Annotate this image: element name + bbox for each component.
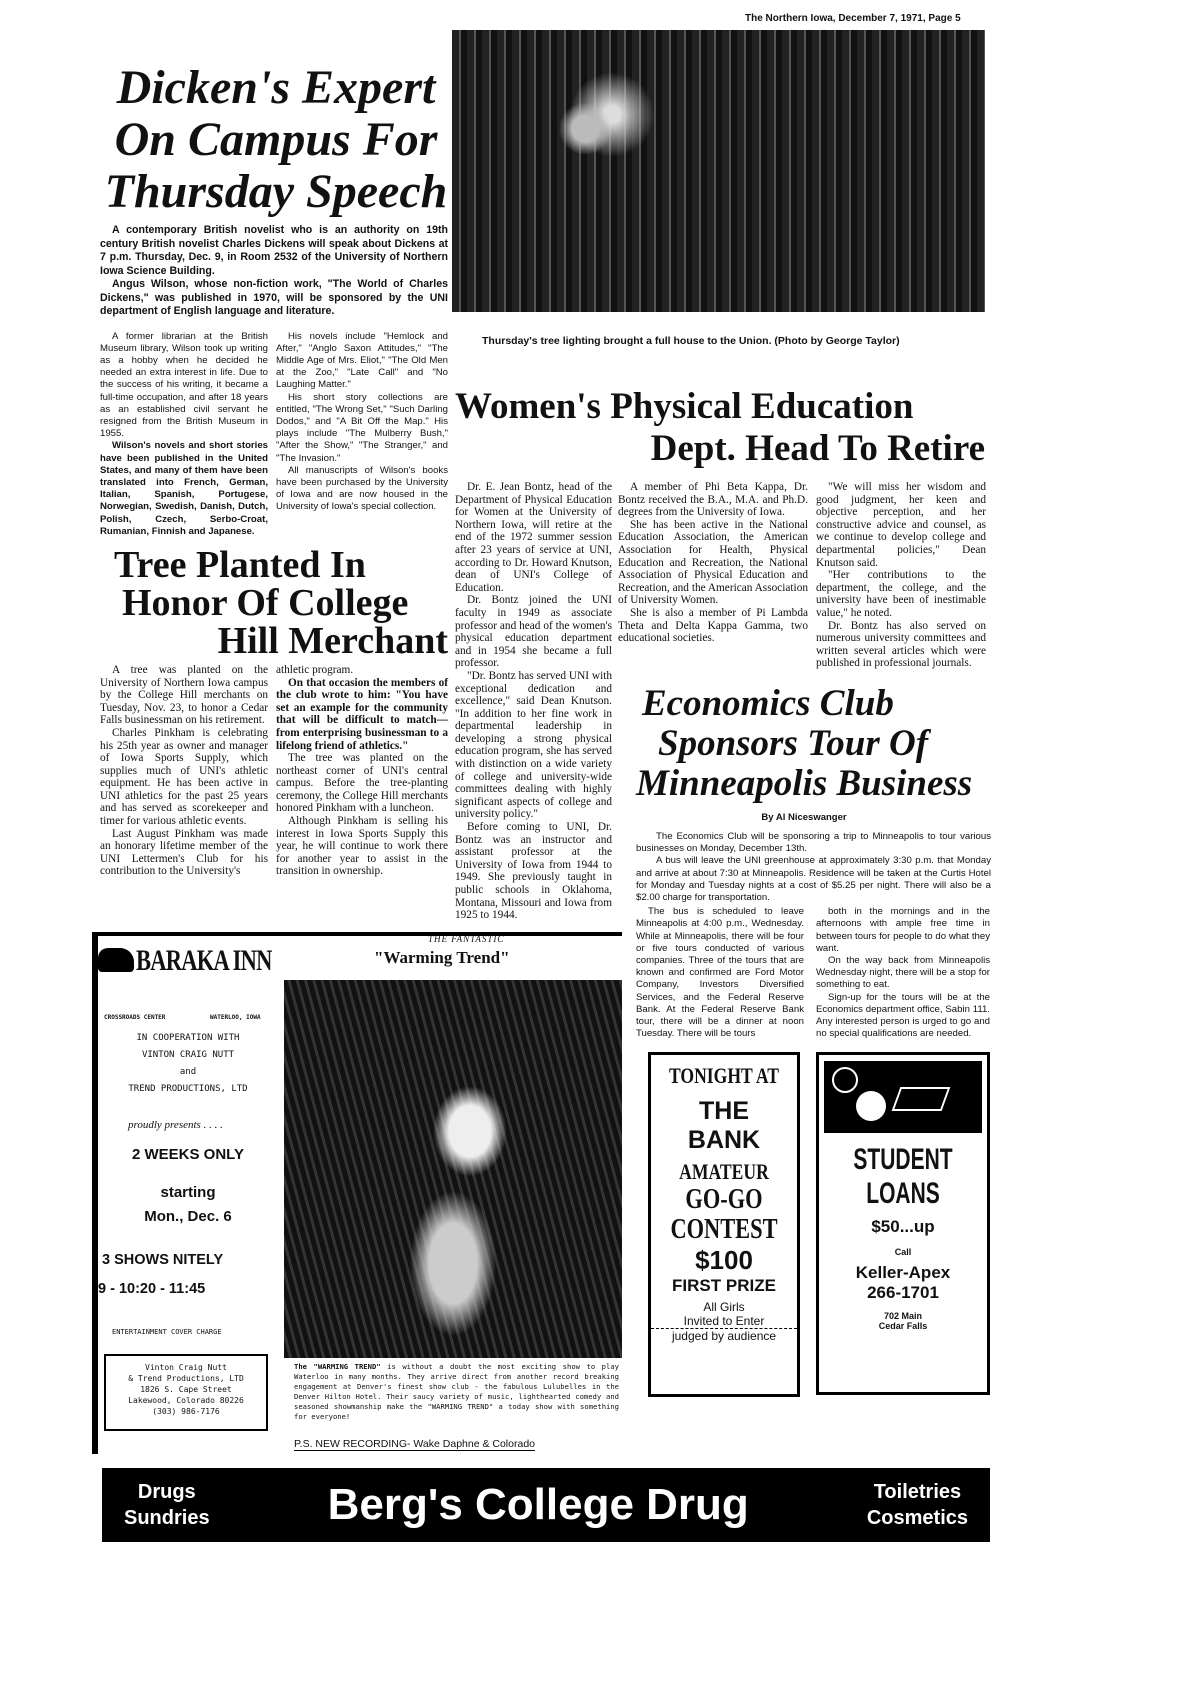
cover-charge: ENTERTAINMENT COVER CHARGE [112, 1327, 222, 1336]
address-line: Vinton Craig Nutt [145, 1362, 227, 1372]
econ-body [636, 906, 990, 1040]
paragraph: Charles Pinkham is celebrating his 25th year as owner and manager of Iowa Sports Supply, which supplies much of UNI's athletic equipment. He has been active in UNI athletics for the past 25 years and has served as scorekeeper and timer for various athletic events. [100, 726, 268, 828]
blurb-lead: The "WARMING TREND" [294, 1361, 381, 1371]
paragraph: His novels include "Hemlock and After," "Anglo Saxon Attitudes," "The Middle Age of Mrs. Eliot," "The Old Men at the Zoo," "Late Call" and "No Laughing Matter." [276, 330, 448, 391]
paragraph: Wilson's novels and short stories have been published in the United States, and many of them have been translated into French, German, Italian, Spanish, Portugese, Norwegian, Swedish, Danish, Dutch, Polish, Czech, Serbo-Croat, Rumanian, Finnish and Japanese. [100, 440, 268, 537]
ps-recording: P.S. NEW RECORDING- Wake Daphne & Colorado [294, 1437, 535, 1450]
econ-col1 [636, 906, 804, 1040]
page-layout [92, 30, 992, 1542]
tree-col2 [276, 664, 448, 878]
bergs-banner [102, 1468, 990, 1542]
women-col3 [816, 481, 986, 670]
paragraph: All manuscripts of Wilson's books have been purchased by the University of Iowa and are now housed in the University of Iowa's special collection. [276, 464, 448, 513]
paragraph: The Economics Club will be sponsoring a trip to Minneapolis to tour various businesses on Monday, December 13th. [636, 830, 991, 855]
ad-line: AMATEUR [679, 1159, 769, 1185]
address-line: 1826 S. Cape Street [140, 1384, 232, 1394]
bergs-left-group [124, 1479, 210, 1531]
presents: proudly presents . . . . [128, 1118, 223, 1131]
paragraph: The bus is scheduled to leave Minneapolis at 4:00 p.m., Wednesday. While at Minneapolis, there will be four or five tours conducted of various companies. Three of the tours that are known and confirmed are Ford Motor Company, Investors Diversified Services, and the Federal Reserve Bank. At the Federal Reserve Bank tour, there will be a dinner at noon Tuesday. There will be tours [636, 906, 804, 1040]
address-line: & Trend Productions, LTD [128, 1373, 244, 1383]
econ-headline [618, 684, 990, 804]
headline-line: Tree Planted In [114, 543, 366, 586]
loans-address: Cedar Falls [878, 1321, 928, 1332]
ads-right [618, 1052, 990, 1397]
bergs-left: Sundries [124, 1506, 210, 1529]
loans-amount: $50...up [871, 1217, 935, 1237]
ad-line: judged by audience [671, 1329, 777, 1344]
bank-ad [648, 1052, 800, 1397]
bergs-right: Toiletries [873, 1480, 962, 1503]
starting: starting [160, 1183, 216, 1201]
paragraph: Dr. Bontz joined the UNI faculty in 1949 as associate professor and head of the women's physical education department and in 1954 she became a full professor. [455, 594, 612, 670]
show-times: 9 - 10:20 - 11:45 [98, 1280, 206, 1297]
paragraph: A contemporary British novelist who is an authority on 19th century British novelist Charles Dickens will speak about Dickens at 7 p.m. Thursday, Dec. 9, in Room 2532 of the University of Northern Iowa Science Building. [100, 224, 448, 277]
ad-line: Invited to Enter [651, 1314, 797, 1329]
loans-company: Keller-Apex [855, 1263, 951, 1283]
address-line: (303) 986-7176 [152, 1406, 220, 1416]
bear-logo-icon [98, 948, 134, 972]
paragraph: Last August Pinkham was made an honorary lifetime member of the UNI Lettermen's Club for his contribution to the University's [100, 827, 268, 878]
tree-body [100, 664, 448, 878]
dickens-headline: Dicken's Expert On Campus For Thursday Speech [104, 61, 448, 218]
bergs-name: Berg's College Drug [327, 1479, 749, 1529]
loans-title: LOANS [866, 1177, 940, 1211]
band-blurb [294, 1362, 619, 1422]
student-loans-ad [816, 1052, 990, 1395]
coop-line: TREND PRODUCTIONS, LTD [128, 1083, 248, 1094]
paragraph: both in the mornings and in the afternoons with ample free time in between tours for people to do what they want. [816, 906, 990, 954]
women-headline [455, 386, 985, 470]
paragraph: Angus Wilson, whose non-fiction work, "The World of Charles Dickens," was published in 1970, will be sponsored by the UNI department of English language and literature. [100, 278, 448, 317]
paragraph: A tree was planted on the University of Northern Iowa campus by the College Hill merchants on Tuesday, Nov. 23, to honor a Cedar Falls businessman on his retirement. [100, 663, 268, 727]
paragraph: Sign-up for the tours will be at the Economics department office, Sabin 111. Any interested person is urged to go and no special qualifications are needed. [816, 991, 990, 1040]
paragraph: On that occasion the members of the club wrote to him: "You have set an example for the community that will be difficult to match—from enterprising businessman to a lifelong friend of athletics." [276, 676, 448, 752]
right-header [452, 30, 990, 481]
paragraph: "Her contributions to the department, the college, and the university have been of inestimable value," he noted. [816, 569, 986, 619]
dickens-body [100, 331, 448, 538]
band-name: "Warming Trend" [374, 947, 510, 967]
women-col2 [618, 481, 808, 645]
women-right-cols [618, 481, 990, 670]
loans-address: 702 Main [883, 1311, 923, 1322]
bergs-right-group [867, 1479, 968, 1531]
dickens-col1 [100, 331, 268, 538]
band-photo [284, 980, 622, 1358]
ad-line: $100 [695, 1245, 753, 1276]
masthead: The Northern Iowa, December 7, 1971, Page 5 [745, 13, 961, 24]
location-left: CROSSROADS CENTER [104, 1013, 166, 1021]
baraka-logo: BARAKA INN [136, 943, 272, 977]
paragraph: She has been active in the National Education Association, the American Association for Health, Physical Education and Recreation, the National Association of Physical Education and Recreation, and the American Association of University Women. [618, 518, 808, 607]
paragraph: The tree was planted on the northeast corner of UNI's central campus. Before the tree-planting ceremony, the College Hill merchants honored Pinkham with a luncheon. [276, 752, 448, 815]
headline-line: Economics Club [642, 682, 894, 724]
paragraph: A former librarian at the British Museum library, Wilson took up writing as a hobby when he decided he needed an extra interest in life. Due to the success of his writing, it became a full-time occupation, and after 18 years as an established civil servant he resigned from the British Museum in 1955. [100, 330, 268, 440]
booking-address [104, 1354, 268, 1431]
paragraph: Although Pinkham is selling his interest in Iowa Sports Supply this year, he will continue to work there for another year to assist in the transition in ownership. [276, 815, 448, 878]
photo-caption: Thursday's tree lighting brought a full house to the Union. (Photo by George Taylor) [482, 335, 900, 347]
coop-line: VINTON CRAIG NUTT [141, 1049, 235, 1060]
headline-line: Honor Of College [122, 581, 409, 624]
loans-phone: 266-1701 [867, 1283, 939, 1303]
loans-title: STUDENT [853, 1143, 953, 1177]
ad-line: GO-GO [685, 1184, 763, 1216]
headline-line: Women's Physical Education [455, 386, 914, 427]
paragraph: On the way back from Minneapolis Wednesday night, there will be a stop for something to eat. [816, 954, 990, 991]
band-pre: THE FANTASTIC [428, 933, 505, 944]
coop-line: and [179, 1066, 197, 1077]
coop-line: IN COOPERATION WITH [136, 1032, 240, 1043]
econ-col2 [816, 906, 990, 1040]
left-article-column [100, 30, 448, 878]
start-date: Mon., Dec. 6 [144, 1207, 232, 1225]
tree-col1 [100, 664, 268, 878]
ad-line: FIRST PRIZE [672, 1276, 776, 1296]
baraka-inn-ad [92, 932, 622, 1454]
cooperation [98, 1030, 278, 1098]
blurb-text: is without a doubt the most exciting show to play Waterloo in many months. They arrive direct from another record breaking engagement at Denver's finest show club - the fabulous Lulubelles in the Denver Hilton Hotel. Their saucy variety of music, lighthearted comedy and seasoned showmanship make the "WARMING TREND" a today show with something for everyone! [294, 1361, 619, 1421]
headline-line: Sponsors Tour Of [658, 722, 929, 764]
paragraph: Dr. Bontz has also served on numerous university committees and written several articles which were published in professional journals. [816, 619, 986, 670]
paragraph: "Dr. Bontz has served UNI with exceptional dedication and excellence," said Dean Knutson. "In addition to her fine work in departmental leadership in developing a strong physical education program, she has served with distinction on a wide variety of college and university-wide committees dealing with highly significant aspects of college and university policy." [455, 669, 612, 821]
econ-byline: By Al Niceswanger [761, 811, 847, 823]
paragraph: She is also a member of Pi Lambda Theta and Delta Kappa Gamma, two educational societies. [618, 606, 808, 645]
coins-and-bills-icon [824, 1061, 982, 1133]
paragraph: "We will miss her wisdom and good judgment, her keen and objective perception, and her constructive advice and counsel, as we continue to develop college and departmental policies," Dean Knutson said. [816, 481, 986, 569]
main-row [92, 30, 992, 1454]
paragraph: Dr. E. Jean Bontz, head of the Department of Physical Education for Women at the University of Northern Iowa, will retire at the end of the 1972 summer session after 23 years of service at UNI, according to Dr. Howard Knutson, dean of UNI's College of Education. [455, 481, 612, 594]
paragraph: A bus will leave the UNI greenhouse at approximately 3:30 p.m. that Monday and arrive at about 7:30 at Minneapolis. Residence will be taken at the Curtis Hotel for Monday and Tuesday nights at a cost of $5.25 per night. There will also be a $2.00 charge for transportation. [636, 855, 991, 903]
weeks-only: 2 WEEKS ONLY [132, 1145, 244, 1163]
tree-lighting-photo [452, 30, 985, 312]
location-right: WATERLOO, IOWA [210, 1013, 261, 1021]
loans-call: Call [894, 1247, 912, 1258]
ad-line: All Girls [703, 1300, 745, 1315]
right-body [618, 481, 990, 1397]
address-line: Lakewood, Colorado 80226 [128, 1395, 244, 1405]
ad-line: CONTEST [670, 1214, 778, 1246]
shows-nitely: 3 SHOWS NITELY [102, 1251, 224, 1268]
dickens-col2 [276, 331, 448, 514]
bergs-left: Drugs [137, 1480, 196, 1503]
tree-headline [100, 543, 448, 662]
headline-line: Dept. Head To Retire [650, 428, 985, 469]
paragraph: A member of Phi Beta Kappa, Dr. Bontz received the B.A., M.A. and Ph.D. degrees from the University of Iowa. [618, 481, 808, 519]
dickens-intro [100, 224, 448, 319]
ad-line: TONIGHT AT [668, 1063, 780, 1089]
ad-line: BANK [687, 1126, 761, 1155]
ad-line: THE [699, 1097, 749, 1126]
econ-intro [636, 831, 991, 904]
paragraph: His short story collections are entitled, "The Wrong Set," "Such Darling Dodos," and "A Bit Off the Map." His plays include "The Mulberry Bush," "After the Show," "The Stranger," and "The Invasion." [276, 391, 448, 464]
paragraph: Before coming to UNI, Dr. Bontz was an instructor and assistant professor at the University of Iowa from 1944 to 1949. She previously taught in public schools in Oklahoma, Montana, Missouri and Iowa from 1925 to 1944. [455, 821, 612, 922]
headline-line: Minneapolis Business [636, 762, 973, 804]
bergs-right: Cosmetics [866, 1506, 968, 1529]
headline-line: Hill Merchant [217, 619, 448, 662]
paragraph: athletic program. [276, 663, 354, 676]
